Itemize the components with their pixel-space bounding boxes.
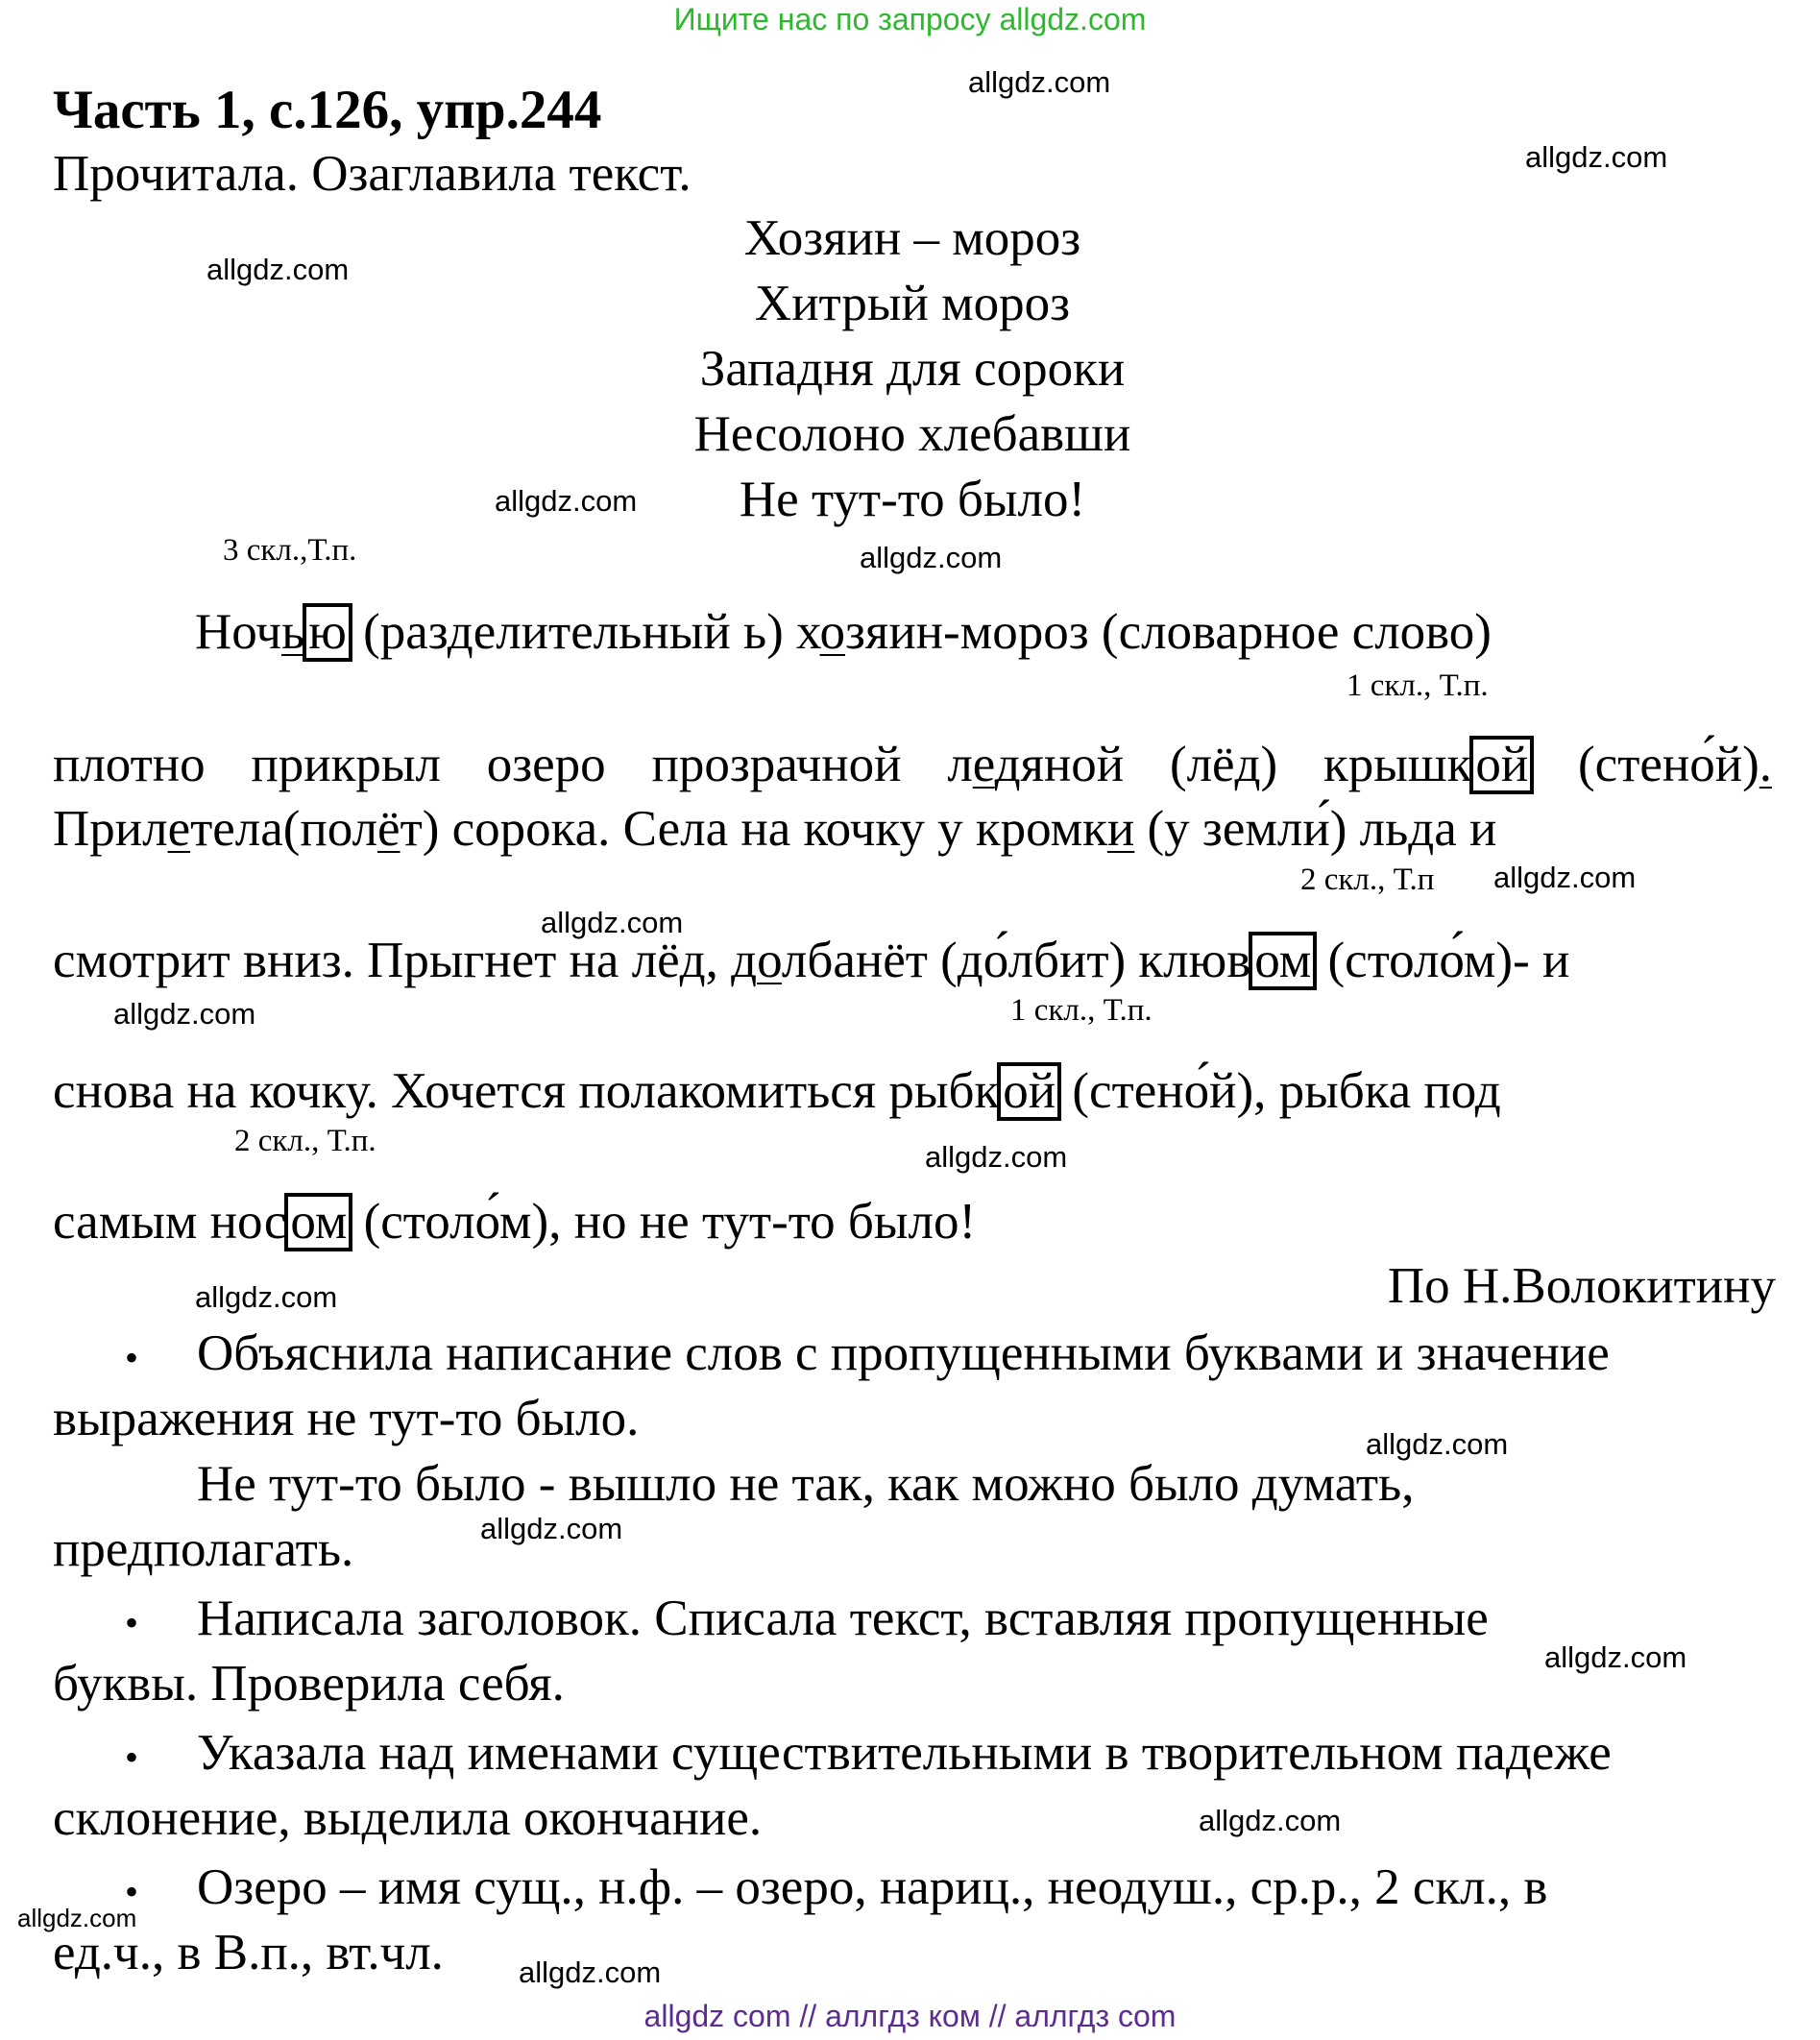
bullet-2-line-1: Написала заголовок. Списала текст, вставляя пропущенные (197, 1591, 1489, 1646)
bullet-1-line-1: Объяснила написание слов с пропущенными буквами и значение (197, 1325, 1610, 1381)
underlined-letter: ё (377, 801, 400, 857)
underlined-letter: е (167, 801, 191, 857)
underlined-letter: ь (281, 604, 305, 660)
declension-note: 3 скл.,Т.п. (223, 533, 357, 568)
text-line-5 (53, 1062, 1501, 1121)
text-line-1 (195, 603, 1492, 662)
watermark: allgdz.com (113, 997, 256, 1031)
heading-option-5: Не тут-то было! (739, 472, 1086, 527)
heading-option-3: Западня для сороки (699, 341, 1126, 397)
word: плотно (53, 737, 206, 792)
underlined-letter: и (1106, 801, 1135, 857)
ending-box: ой (1469, 736, 1534, 794)
text-line-2 (53, 736, 1772, 794)
watermark: allgdz.com (541, 906, 684, 939)
watermark: allgdz.com (206, 253, 350, 286)
text-fragment: самым нос (53, 1194, 287, 1250)
text-fragment: (стено́й), рыбка под (1059, 1063, 1501, 1119)
bullet-4-line-2: ед.ч., в В.п., вт.чл. (53, 1925, 444, 1980)
text-fragment: (у земли́) льда и (1134, 801, 1497, 857)
watermark: allgdz.com (1199, 1804, 1342, 1837)
ending-box: ом (1249, 932, 1317, 990)
declension-note: 1 скл., Т.п. (1347, 668, 1489, 703)
watermark: allgdz.com (480, 1512, 623, 1545)
text-fragment: дяной (994, 737, 1125, 792)
intro-text: Прочитала. Озаглавила текст. (53, 146, 692, 202)
watermark: allgdz.com (1493, 861, 1637, 894)
text-line-4 (53, 932, 1569, 990)
underlined-letter: о (757, 933, 782, 988)
ending-box: ю (303, 603, 352, 662)
word: (лёд) (1169, 737, 1278, 792)
word: прозрачной (651, 737, 902, 792)
text-fragment: тела(пол (190, 801, 378, 857)
meaning-line-2: предполагать. (53, 1521, 354, 1577)
watermark: allgdz.com (925, 1140, 1068, 1174)
word (947, 737, 1124, 792)
bullet-4-line-1: Озеро – имя сущ., н.ф. – озеро, нариц., неодуш., ср.р., 2 скл., в (197, 1859, 1548, 1915)
word: озеро (486, 737, 606, 792)
word (1323, 737, 1532, 792)
bullet-icon: • (125, 1736, 139, 1779)
author-attribution: По Н.Волокитину (1387, 1258, 1776, 1314)
text-fragment: л (947, 737, 973, 792)
declension-note: 2 скл., Т.п (1300, 862, 1435, 897)
bullet-2-line-2: буквы. Проверила себя. (53, 1656, 565, 1712)
bullet-1-line-2: выражения не тут-то было. (53, 1391, 640, 1446)
text-fragment: Прил (53, 801, 168, 857)
meaning-line-1: Не тут-то было - вышло не так, как можно было думать, (197, 1456, 1415, 1512)
watermark: allgdz.com (968, 65, 1111, 99)
text-fragment: снова на кочку. Хочется полакомиться рыбк (53, 1063, 1000, 1119)
watermark: allgdz.com (17, 1904, 137, 1932)
word: прикрыл (251, 737, 441, 792)
watermark: allgdz.com (1525, 140, 1668, 174)
heading-option-1: Хозяин – мороз (743, 210, 1081, 266)
bullet-3-line-1: Указала над именами существительными в творительном падеже (197, 1725, 1612, 1781)
bottom-links[interactable]: allgdz com // аллгдз ком // аллгдз com (643, 1999, 1177, 2033)
top-banner[interactable]: Ищите нас по запросу allgdz.com (673, 2, 1147, 36)
declension-note: 2 скл., Т.п. (234, 1124, 376, 1158)
declension-note: 1 скл., Т.п. (1010, 993, 1153, 1028)
heading-option-2: Хитрый мороз (754, 276, 1071, 331)
text-fragment: (разделительный ь) х (350, 604, 820, 660)
page-title: Часть 1, с.126, упр.244 (53, 80, 602, 140)
heading-option-4: Несолоно хлебавши (693, 406, 1131, 462)
text-fragment: (столо́м)- и (1315, 933, 1570, 988)
bullet-icon: • (125, 1601, 139, 1644)
text-fragment: Ноч (195, 604, 282, 660)
text-fragment: т) сорока. Села на кочку у кромк (400, 801, 1107, 857)
ending-box: ом (284, 1193, 352, 1251)
watermark: allgdz.com (495, 484, 638, 518)
underlined-letter: . (1759, 737, 1773, 792)
watermark: allgdz.com (1366, 1427, 1509, 1461)
underlined-letter: о (819, 604, 845, 660)
watermark: allgdz.com (195, 1280, 338, 1314)
text-fragment: (стено́й) (1578, 737, 1759, 792)
watermark: allgdz.com (860, 541, 1003, 574)
text-fragment: смотрит вниз. Прыгнет на лёд, д (53, 933, 758, 988)
text-line-6 (53, 1193, 976, 1251)
bullet-icon: • (125, 1870, 139, 1913)
text-fragment: крышк (1323, 737, 1472, 792)
text-fragment: лбанёт (до́лбит) клюв (781, 933, 1251, 988)
ending-box: ой (997, 1062, 1061, 1121)
text-fragment: (столо́м), но не тут-то было! (351, 1194, 977, 1250)
text-line-3 (53, 801, 1496, 857)
bullet-icon: • (125, 1336, 139, 1379)
watermark: allgdz.com (519, 1955, 662, 1989)
bullet-3-line-2: склонение, выделила окончание. (53, 1790, 763, 1846)
word (1578, 737, 1772, 792)
underlined-letter: е (972, 737, 995, 792)
text-fragment: зяин-мороз (словарное слово) (845, 604, 1492, 660)
watermark: allgdz.com (1544, 1640, 1687, 1674)
